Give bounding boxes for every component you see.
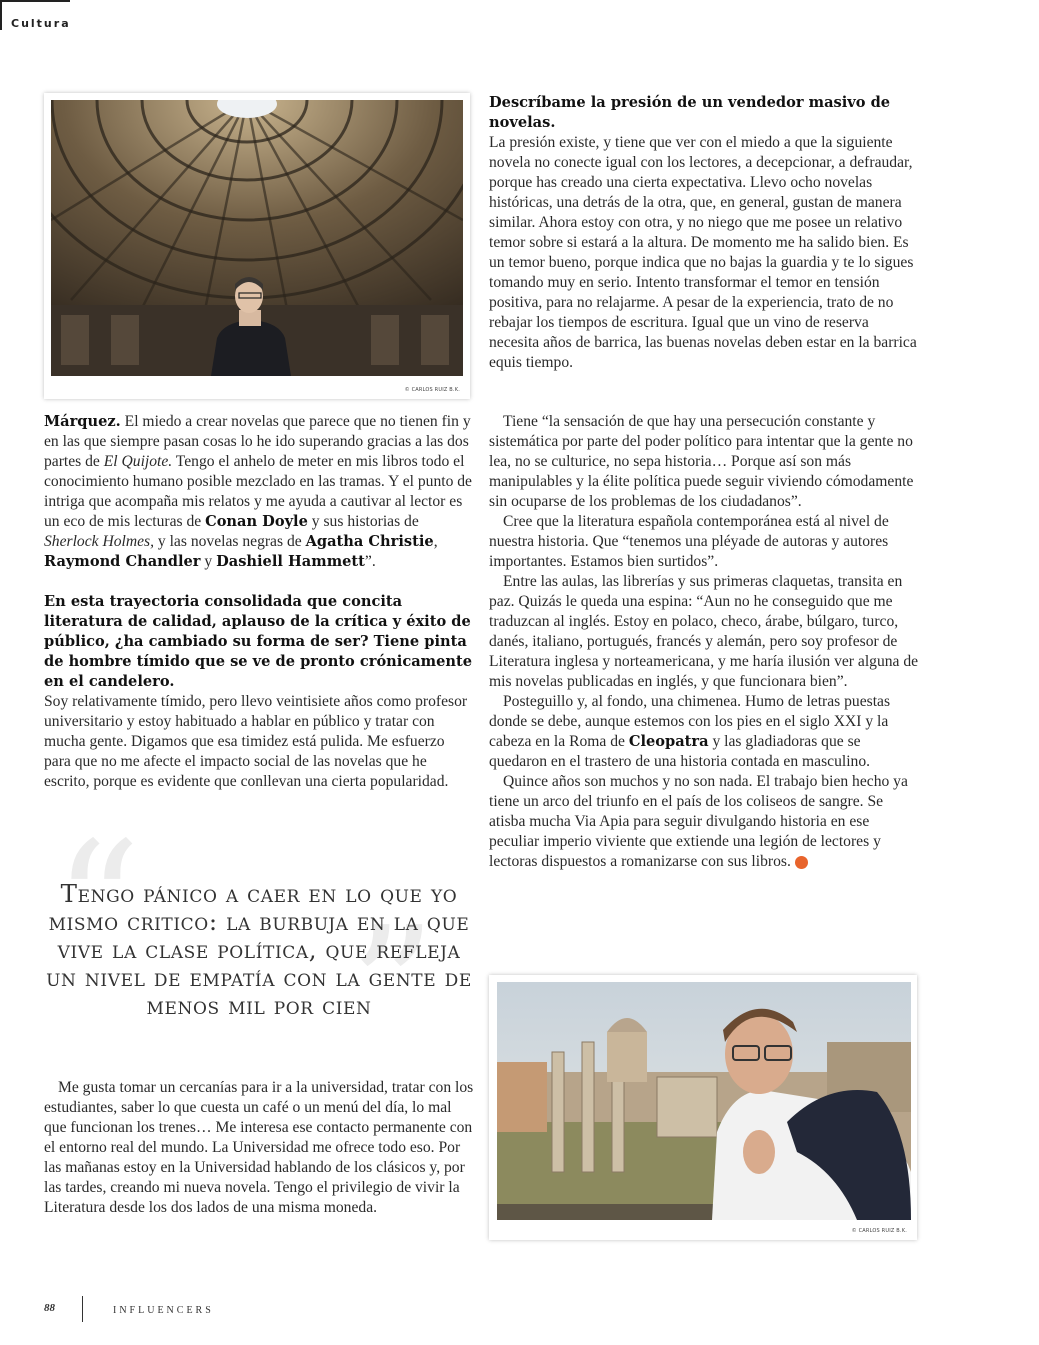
pull-quote [44, 806, 474, 1089]
interview-answer: La presión existe, y tiene que ver con el miedo a que la siguiente novela no conecte igual con los lectores, a decepcionar, a defraudar, porque has creado una cierta expectativa. Llevo ocho novelas históricas, una detrás de la otra, que, en general, gustan de manera similar. Ahora estoy con otra, y no niego que me posee un relativo temor sobre si estará a la altura. De momento me ha salido bien. Es un temor bueno, porque indica que no bajas la guardia y te lo sigues tomando muy en serio. Intento transformar el temor en tensión positiva, para no relajarme. A pesar de la experiencia, trato de no rebajar los tiempos de escritura. Igual que un vino de reserva necesita años de barrica, las buenas novelas deben estar en la barrica equis tiempo. [489, 134, 917, 371]
forum-image [497, 982, 911, 1220]
left-column [44, 412, 474, 792]
footer-divider [82, 1296, 83, 1322]
interview-question: En esta trayectoria consolidada que concita literatura de calidad, aplauso de la crítica y éxito de público, ¿ha cambiado su forma de ser? Tiene pinta de hombre tímido que se ve de pronto crónicamente en el candelero. [44, 593, 473, 690]
pantheon-photo [44, 93, 470, 399]
page-number: 88 [44, 1302, 55, 1314]
right-column [489, 412, 919, 872]
end-mark-icon: in [795, 856, 808, 869]
photo-credit: © CARLOS RUIZ B.K. [404, 387, 460, 393]
photo-credit: © CARLOS RUIZ B.K. [851, 1228, 907, 1234]
publication-name: INFLUENCERS [113, 1305, 214, 1316]
pull-quote-text: Tengo pánico a caer en lo que yo mismo critico: la burbuja en la que vive la clase política, que refleja un nivel de empatía con la gente de menos mil por cien [46, 879, 472, 1020]
section-tag [0, 0, 70, 30]
paragraph-rome: Posteguillo y, al fondo, una chimenea. Humo de letras puestas donde se debe, aunque estemos con los pies en el siglo XXI y la cabeza en la Roma de Cleopatra y las gladiadoras que se quedaron en el trastero de una historia contada en masculino. [489, 693, 891, 770]
right-column-top [489, 93, 919, 373]
section-label: Cultura [11, 17, 71, 30]
paragraph-persecution: Tiene “la sensación de que hay una persecución constante y sistemática por parte del poder político para intentar que la gente no lea, no se culturice, no sepa historia… Porque así son más manipulables y la élite política puede seguir viviendo cómodamente sin ocuparse de los problemas de los ciudadanos”. [489, 413, 914, 510]
paragraph-literature: Cree que la literatura española contemporánea está al nivel de nuestra historia. Que “tenemos una pléyade de autoras y autores importantes. Estamos bien surtidos”. [489, 513, 889, 570]
paragraph-final: Quince años son muchos y no son nada. El trabajo bien hecho ya tiene un arco del triunfo en el país de los coliseos de sangre. Se atisba mucha Via Apia para seguir divulgando historia en ese peculiar imperio viviente que extiende una legión de lectores y lectoras dispuestos a romanizarse con sus libros. in [489, 773, 908, 870]
interview-answer: Soy relativamente tímido, pero llevo veintisiete años como profesor universitario y estoy habituado a hablar en público y tratar con mucha gente. Digamos que esa timidez está pulida. Me esfuerzo para que no me afecte el impacto social de las novelas que he escrito, porque es evidente que conllevan una cierta popularidad. [44, 693, 468, 790]
forum-photo [489, 975, 917, 1240]
paragraph-closing: Me gusta tomar un cercanías para ir a la universidad, tratar con los estudiantes, saber lo que cuesta un café o un menú del día, lo mal que funcionan los trenes… Me interesa ese contacto permanente con el entorno real del mundo. La Universidad me ofrece todo eso. Por las mañanas estoy en la Universidad hablando de los clásicos y, por las tardes, creando mi nueva novela. Tengo el privilegio de vivir la Literatura desde los dos lados de una misma moneda. [44, 1079, 474, 1216]
pantheon-image [51, 100, 463, 376]
interview-question: Descríbame la presión de un vendedor masivo de novelas. [489, 94, 891, 131]
open-quote-icon: “ [54, 806, 141, 1004]
paragraph-translation: Entre las aulas, las librerías y sus primeras claquetas, transita en paz. Quizás le queda una espina: “Aun no he conseguido que me traduzcan al inglés. Estoy en polaco, checo, árabe, búlgaro, turco, danés, italiano, portugués, francés y alemán, pero soy profesor de Literatura inglesa y norteamericana, y me haría ilusión ver alguna de mis novelas publicadas en inglés, y que funcionara bien”. [489, 573, 919, 690]
close-quote-icon: ” [349, 891, 436, 1089]
left-column-bottom [44, 1078, 474, 1218]
paragraph-influences: Márquez. El miedo a crear novelas que parece que no tienen fin y en las que siempre pasan cosas lo he ido superando gracias a las dos partes de El Quijote. Tengo el anhelo de meter en mis libros todo el conocimiento humano posible mezclado en las tramas. Y el punto de intriga que acompaña mis relatos y me ayuda a cautivar al lector es un eco de mis lecturas de Conan Doyle y sus historias de Sherlock Holmes, y las novelas negras de Agatha Christie, Raymond Chandler y Dashiell Hammett”. [44, 413, 472, 570]
